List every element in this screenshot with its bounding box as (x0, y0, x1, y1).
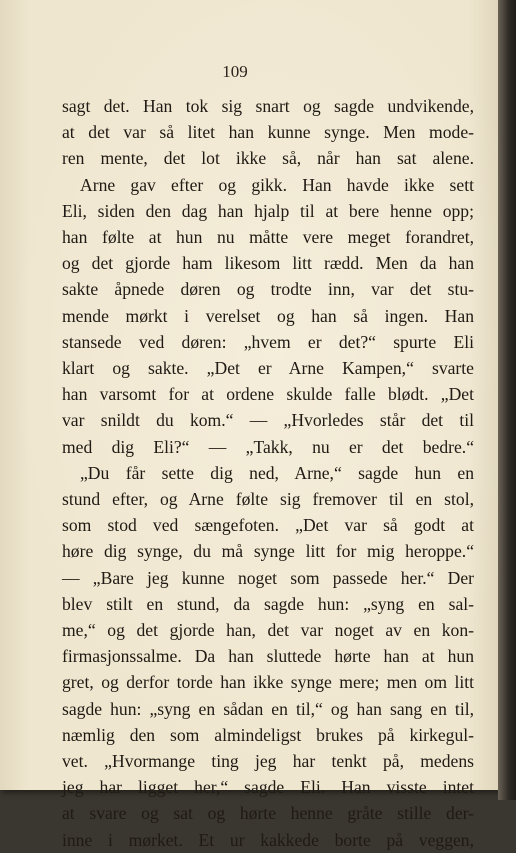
text-line: jeg har ligget her,“ sagde Eli. Han visste intet (62, 777, 474, 798)
text-line: firmasjonssalme. Da han sluttede hørte han at hun (62, 646, 474, 667)
text-line: ren mente, det lot ikke så, når han sat alene. (62, 148, 474, 169)
text-line: med dig Eli?“ — „Takk, nu er det bedre.“ (62, 436, 474, 457)
text-line: han varsomt for at ordene skulde falle blødt. „Det (62, 384, 474, 405)
text-line: sakte åpnede døren og trodte inn, var det stu- (62, 279, 474, 300)
text-line: sagde hun: „syng en sådan en til,“ og han sang en til, (62, 698, 474, 719)
text-line: at det var så litet han kunne synge. Men mode- (62, 122, 474, 143)
text-line: me,“ og det gjorde han, det var noget av en kon- (62, 620, 474, 641)
text-line: klart og sakte. „Det er Arne Kampen,“ svarte (62, 358, 474, 379)
text-line: blev stilt en stund, da sagde hun: „syng en sal- (62, 593, 474, 614)
text-line: stansede ved døren: „hvem er det?“ spurte Eli (62, 331, 474, 352)
text-line: som stod ved sængefoten. „Det var så godt at (62, 515, 474, 536)
text-line: mende mørkt i verelset og han så ingen. Han (62, 305, 474, 326)
page-number: 109 (222, 62, 248, 81)
text-line: sagt det. Han tok sig snart og sagde undvikende, (62, 96, 474, 116)
text-line: Eli, siden den dag han hjalp til at bere henne opp; (62, 200, 474, 221)
text-line: gret, og derfor torde han ikke synge mere; men om litt (62, 672, 474, 693)
text-line: høre dig synge, du må synge litt for mig heroppe.“ (62, 541, 474, 562)
text-line: vet. „Hvormange ting jeg har tenkt på, medens (62, 751, 474, 772)
text-line: var snildt du kom.“ — „Hvorledes står det til (62, 410, 474, 431)
text-line: stund efter, og Arne følte sig fremover til en stol, (62, 489, 474, 510)
text-line: næmlig den som almindeligst brukes på kirkegul- (62, 724, 474, 745)
text-line: og det gjorde ham likesom litt rædd. Men da han (62, 253, 474, 274)
text-line: Arne gav efter og gikk. Han havde ikke sett (80, 174, 474, 195)
text-line: — „Bare jeg kunne noget som passede her.“ Der (62, 567, 474, 588)
text-line: at svare og sat og hørte henne gråte stille der- (62, 803, 474, 824)
text-line: inne i mørket. Et ur kakkede borte på veggen, (62, 829, 474, 850)
book-page-edge (498, 0, 516, 800)
text-line: han følte at hun nu måtte vere meget forandret, (62, 227, 474, 248)
body-text (62, 93, 474, 853)
text-line: „Du får sette dig ned, Arne,“ sagde hun en (80, 462, 474, 483)
